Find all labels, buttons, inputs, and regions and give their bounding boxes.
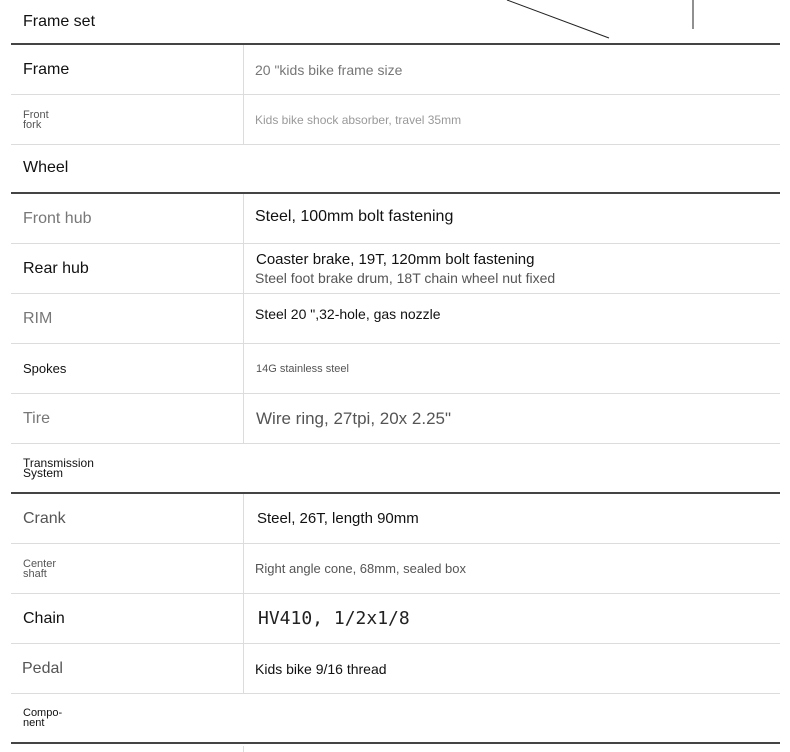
spec-value-cell [243,95,780,144]
spec-label: Frame [23,60,70,78]
section-component [11,694,780,744]
spec-label: Rear hub [23,259,89,277]
spec-value-secondary: Steel foot brake drum, 18T chain wheel nut fixed [255,270,556,286]
spec-row-pedal [11,644,780,694]
section-title-text: Compo- nent [23,707,63,729]
spec-value: HV410, 1/2x1/8 [258,608,410,629]
spec-value-cell [243,194,780,243]
spec-label: Pedal [22,659,63,677]
spec-label-text: Center shaft [23,557,57,580]
section-transmission [11,444,780,494]
spec-value: Coaster brake, 19T, 120mm bolt fastening [256,251,535,268]
spec-row-center-shaft [11,544,780,594]
spec-value-cell [243,294,780,343]
spec-value-cell [243,494,780,543]
spec-label: Front hub [23,209,92,227]
spec-value-cell [243,344,780,393]
spec-label: RIM [23,309,53,327]
spec-row-spokes [11,344,780,394]
spec-value: Steel 20 ",32-hole, gas nozzle [255,306,441,322]
spec-label [23,544,243,593]
section-title-text: Transmission System [23,456,94,480]
spec-value: Wire ring, 27tpi, 20x 2.25" [256,408,452,428]
spec-value-cell [243,45,780,94]
spec-row-front-fork [11,95,780,145]
spec-value: 14G stainless steel [256,362,349,375]
spec-row-rear-hub [11,244,780,294]
spec-row-tire [11,394,780,444]
spec-value-cell [243,644,780,693]
spec-label: Crank [23,509,66,527]
spec-value: Steel, 100mm bolt fastening [255,208,454,225]
spec-row-rim [11,294,780,344]
section-title [23,444,243,492]
section-frame-set [11,0,780,45]
spec-row-frame [11,45,780,95]
spec-value: Right angle cone, 68mm, sealed box [255,561,467,576]
spec-value: 20 "kids bike frame size [255,61,403,78]
section-title: Wheel [23,159,69,176]
spec-row-front-hub [11,194,780,244]
spec-label: Spokes [23,361,67,376]
section-title: Frame set [23,12,96,30]
spec-label-text: Front fork [23,108,49,131]
spec-label: Tire [23,409,50,427]
section-wheel [11,144,780,194]
spec-value: Steel, 26T, length 90mm [257,510,419,527]
spec-label [23,95,243,144]
spec-value-cell [243,244,780,293]
spec-value-cell [243,394,780,443]
spec-value-cell [243,594,780,643]
spec-value: Kids bike shock absorber, travel 35mm [255,112,462,127]
spec-row-crank [11,494,780,544]
column-divider-stub [243,746,244,752]
spec-value: Kids bike 9/16 thread [255,660,387,677]
spec-label: Chain [23,609,65,627]
spec-value-cell [243,544,780,593]
spec-row-chain [11,594,780,644]
section-title [23,694,243,742]
